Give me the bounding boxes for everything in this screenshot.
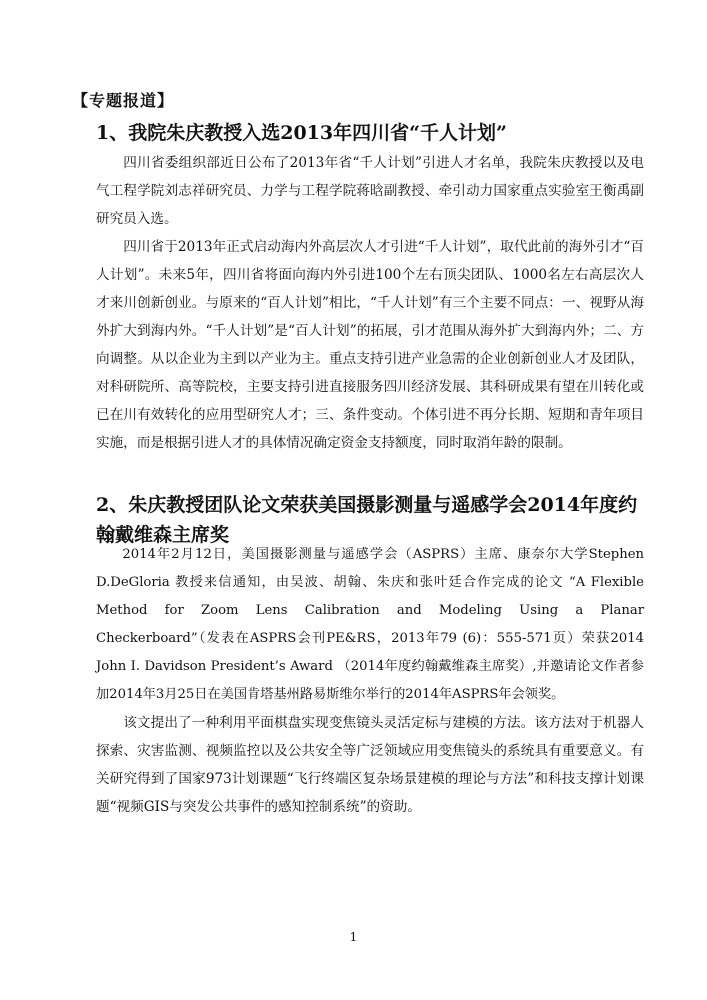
section1-title: 1、我院朱庆教授入选2013年四川省“千人计划” [96,122,507,144]
section1-paragraph-1: 四川省委组织部近日公布了2013年省“千人计划”引进人才名单，我院朱庆教授以及电气工程学院刘志祥研究员、力学与工程学院蒋晗副教授、牵引动力国家重点实验室王衡禹副研究员入选。 [96,155,644,227]
section2-title: 2、朱庆教授团队论文荣获美国摄影测量与遥感学会2014年度约翰戴维森主席奖 [96,494,638,546]
page-number: 1 [349,930,358,944]
column-tag: 【专题报道】 [72,91,175,110]
section1-paragraph-2: 四川省于2013年正式启动海内外高层次人才引进“千人计划”，取代此前的海外引才“百人计划”。未来5年，四川省将面向海内外引进100个左右顶尖团队、1000名左右高层次人才来川创新创业。与原来的“百人计划”相比，“千人计划”有三个主要不同点：一、视野从海外扩大到海内外。“千人计划”是“百人计划”的拓展，引才范围从海外扩大到海内外；二、方向调整。从以企业为主到以产业为主。重点支持引进产业急需的企业创新创业人才及团队，对科研院所、高等院校，主要支持引进直接服务四川经济发展、其科研成果有望在川转化或已在川有效转化的应用型研究人才；三、条件变动。个体引进不再分长期、短期和青年项目实施，而是根据引进人才的具体情况确定资金支持额度，同时取消年龄的限制。 [96,239,644,451]
section2-paragraph-2: 该文提出了一种利用平面棋盘实现变焦镜头灵活定标与建模的方法。该方法对于机器人探索、灾害监测、视频监控以及公共安全等广泛领域应用变焦镜头的系统具有重要意义。有关研究得到了国家973计划课题“飞行终端区复杂场景建模的理论与方法”和科技支撑计划课题“视频GIS与突发公共事件的感知控制系统”的资助。 [96,715,644,815]
section2-paragraph-1: 2014年2月12日，美国摄影测量与遥感学会（ASPRS）主席、康奈尔大学Stephen D.DeGloria 教授来信通知，由吴波、胡翰、朱庆和张叶廷合作完成的论文 “A Flexible Method for Zoom Lens Calibration and Modeling Using a Planar Checkerboard”（发表在ASPRS会刊PE&RS，2013年79 (6)：555-571页）荣获2014 John I. Davidson President’s Award （2014年度约翰戴维森主席奖）,并邀请论文作者参加2014年3月25日在美国肯塔基州路易斯维尔举行的2014年ASPRS年会领奖。 [96,547,644,702]
